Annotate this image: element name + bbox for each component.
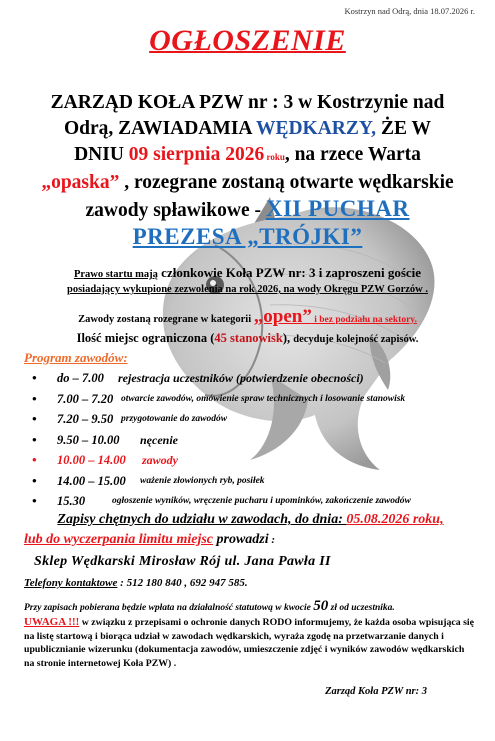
signature: Zarząd Koła PZW nr: 3 [325,686,427,697]
registration-limit: lub do wyczerpania limitu miejsc [24,532,214,547]
intro-line-3 [24,142,471,170]
schedule-description: przygotowanie do zawodów [121,414,228,424]
eligibility-members: członkowie Koła PZW nr: 3 i zaproszeni goście [157,265,422,280]
category-open: „open” [253,306,312,327]
schedule-time: do – 7.00 [57,371,104,385]
notice-warning: UWAGA !!! [24,616,80,628]
fee-amount: 50 [313,598,329,614]
intro-text: , na rzece Warta [284,144,421,165]
intro-line-5 [24,196,471,224]
schedule-item [32,409,475,430]
schedule-description: nęcenie [140,432,178,447]
intro-paragraph [24,90,471,252]
schedule-description: rejestracja uczestników (potwierdzenie obecności) [118,371,364,385]
bullet-icon: • [32,431,37,447]
category-note: i bez podziału na sektory. [311,315,417,325]
cup-name-continued: PREZESA „TRÓJKI” [132,224,363,249]
registration-line-2 [24,532,275,548]
eligibility-lead: Prawo startu mają [73,269,158,280]
program-header: Program zawodów: [24,350,128,365]
schedule-description: otwarcie zawodów, omówienie spraw technicznych i losowanie stanowisk [121,393,406,404]
bullet-icon: • [32,452,37,467]
intro-line-6 [24,224,471,252]
schedule-list [32,368,475,512]
places-text-small: decyduje kolejność zapisów. [293,334,419,345]
notice-text: w związku z przepisami o ochronie danych RODO informujemy, że każda osoba wpisująca się na listę startową i biorąca udział w zawodach wędkarskich, wyraża zgodę na przetwarzanie danych i upublicznianie wizerunku (dokumentacja zawodów, umieszczenie zdjęć i wyników zawodów wędkarskich na stronie internetowej Koła PZW) . [24,617,474,669]
schedule-description: ważenie złowionych ryb, posiłek [140,475,265,486]
category-text: Zawody zostaną rozegrane w kategorii [78,314,252,325]
registration-line-1 [24,512,477,528]
bullet-icon: • [32,493,37,508]
event-date: 09 sierpnia 2026 [128,144,265,165]
schedule-description: zawody [142,453,178,467]
registration-text: Zapisy chętnych do udziału w zawodach, do dnia: [57,512,347,527]
fee-text: Przy zapisach pobierana będzie wpłata na działalność statutową w kwocie [24,603,314,613]
schedule-item [32,491,475,512]
registration-text: prowadzi [213,532,269,547]
places-text: Ilość miejsc ograniczona ( [76,331,215,345]
registration-colon: : [268,534,276,546]
bullet-icon: • [32,390,37,406]
intro-text: ŻE W [376,118,431,139]
bullet-icon: • [32,472,37,488]
contact-phones [24,577,248,589]
places-text: ), [282,331,294,345]
schedule-description: ogłoszenie wyników, wręczenie pucharu i upominków, zakończenie zawodów [112,496,411,506]
places-line [24,331,471,346]
eligibility-line-2: posiadający wykupione zezwolenia na rok 2026, na wody Okręgu PZW Gorzów . [66,284,428,295]
places-count: 45 stanowisk [214,331,283,345]
event-date-suffix: roku [264,152,285,162]
intro-line-1: ZARZĄD KOŁA PZW nr : 3 w Kostrzynie nad [50,92,445,113]
venue-name: „opaska” [41,172,120,193]
phones-numbers: : 512 180 840 , 692 947 585. [117,577,248,589]
schedule-time: 14.00 – 15.00 [57,473,126,488]
intro-text: , rozegrane zostaną otwarte wędkarskie [119,172,454,193]
schedule-item [32,471,475,492]
registration-deadline: 05.08.2026 roku, [346,512,444,527]
rodo-notice [24,616,475,670]
eligibility-line-1 [24,265,471,282]
dateline: Kostrzyn nad Odrą, dnia 18.07.2026 r. [344,6,475,16]
schedule-item [32,389,475,410]
intro-anglers: WĘDKARZY, [255,118,377,139]
intro-line-4 [24,170,471,196]
shop-address: Sklep Wędkarski Mirosław Rój ul. Jana Pawła II [34,554,331,569]
intro-line-2 [24,116,471,142]
category-line [24,306,471,328]
schedule-time: 15.30 [57,494,86,508]
fee-line [24,598,395,615]
bullet-icon: • [32,411,37,426]
phones-label: Telefony kontaktowe [24,577,118,589]
cup-name: XII PUCHAR [265,196,410,221]
intro-text: zawody spławikowe - [85,200,266,221]
eligibility-text [24,265,471,297]
fee-text: zł od uczestnika. [328,603,395,613]
announcement-title: OGŁOSZENIE [149,24,346,57]
bullet-icon: • [32,370,37,385]
intro-text: Odrą, ZAWIADAMIA [64,118,256,139]
schedule-item [32,368,475,389]
schedule-time: 10.00 – 14.00 [57,453,126,467]
schedule-time: 7.20 – 9.50 [57,412,114,426]
schedule-item [32,430,475,451]
schedule-time: 7.00 – 7.20 [57,391,114,406]
intro-text: DNIU [74,144,129,165]
schedule-item [32,450,475,471]
schedule-time: 9.50 – 10.00 [57,432,120,447]
